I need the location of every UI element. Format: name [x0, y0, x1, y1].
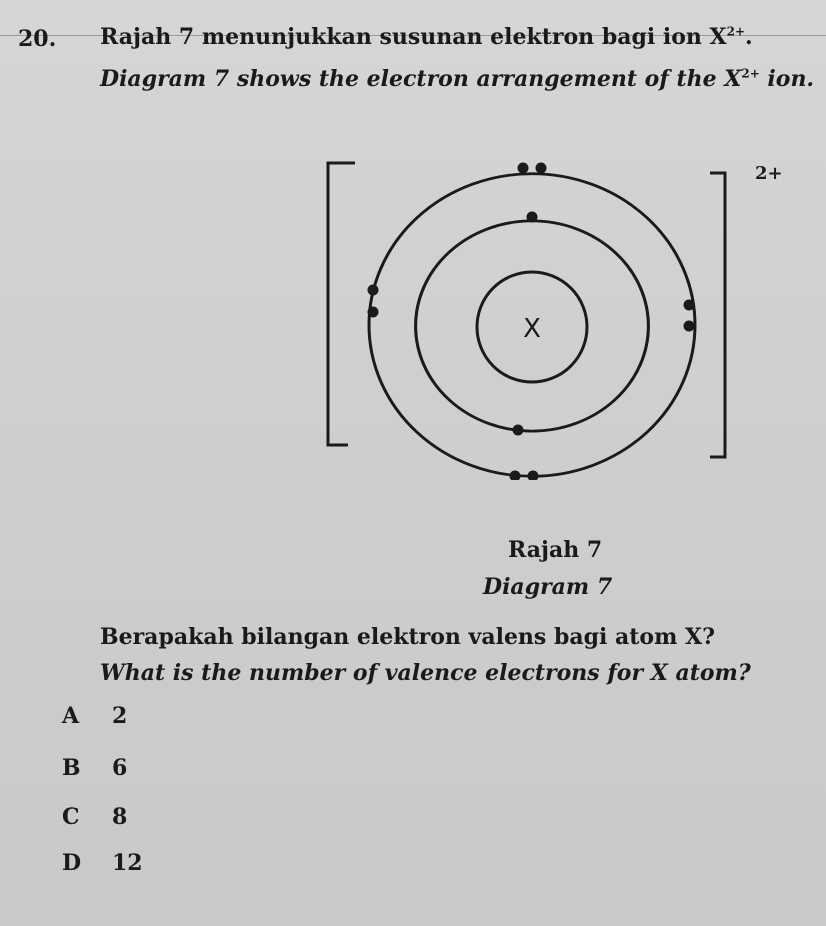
electron — [536, 163, 547, 174]
option-letter: A — [62, 703, 80, 729]
electron — [510, 471, 521, 481]
option-letter: C — [62, 804, 80, 830]
question-text-english — [100, 66, 814, 92]
option-letter: D — [62, 850, 82, 876]
question-malay-charge: 2+ — [726, 24, 746, 39]
option-value: 6 — [112, 755, 128, 781]
electron — [513, 425, 524, 436]
prompt-malay: Berapakah bilangan elektron valens bagi atom X? — [100, 624, 716, 650]
nucleus-label: X — [523, 314, 541, 344]
electron — [527, 212, 538, 223]
question-text-malay-prefix: Rajah 7 menunjukkan susunan elektron bagi ion X — [100, 24, 727, 50]
option-letter: B — [62, 755, 81, 781]
electron — [368, 307, 379, 318]
option-value: 2 — [112, 703, 128, 729]
prompt-english: What is the number of valence electrons for X atom? — [100, 660, 751, 686]
diagram-caption-english: Diagram 7 — [483, 574, 613, 600]
question-text-malay — [100, 24, 753, 50]
option-b[interactable] — [62, 755, 127, 781]
question-text-english-prefix: Diagram 7 shows the electron arrangement of the X — [100, 66, 742, 92]
option-d[interactable] — [62, 850, 143, 876]
question-english-charge: 2+ — [741, 66, 760, 81]
ion-charge-label: 2+ — [755, 163, 783, 184]
option-value: 8 — [112, 804, 128, 830]
question-number: 20. — [18, 26, 57, 52]
electron-arrangement-diagram — [300, 145, 800, 480]
left-bracket — [328, 163, 355, 445]
electron — [528, 471, 539, 481]
electron — [368, 285, 379, 296]
electron — [518, 163, 529, 174]
right-bracket — [710, 173, 725, 457]
option-value: 12 — [112, 850, 143, 876]
diagram-caption-malay: Rajah 7 — [508, 537, 603, 563]
electron — [684, 321, 695, 332]
option-a[interactable] — [62, 703, 127, 729]
electron — [684, 300, 695, 311]
option-c[interactable] — [62, 804, 127, 830]
question-text-malay-suffix: . — [745, 24, 753, 50]
question-text-english-suffix: ion. — [759, 66, 815, 92]
